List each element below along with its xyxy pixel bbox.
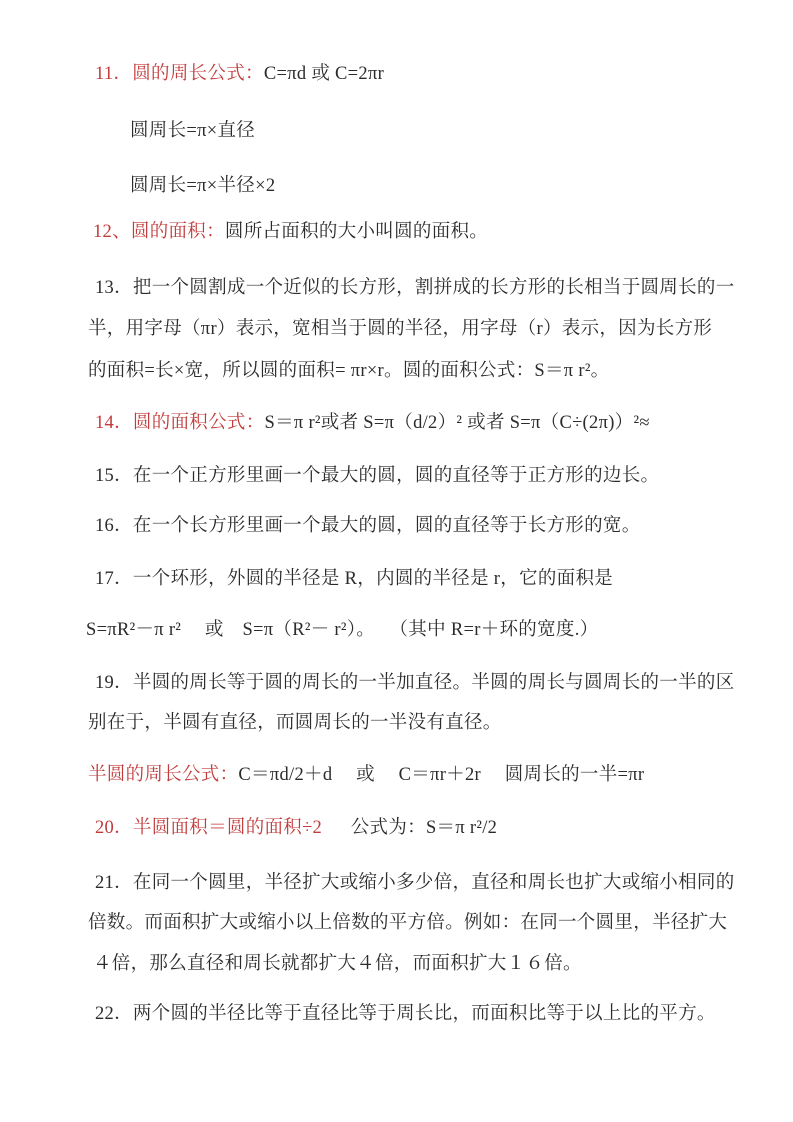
- text-segment: 公式为：S＝π r²/2: [322, 818, 498, 838]
- text-segment: 倍数。而面积扩大或缩小以上倍数的平方倍。例如：在同一个圆里，半径扩大: [88, 913, 728, 933]
- text-segment: 别在于，半圆有直径，而圆周长的一半没有直径。: [88, 713, 502, 733]
- text-line-item-11-formula-2: [130, 173, 275, 199]
- text-segment: C=πd 或 C=2πr: [263, 64, 385, 84]
- text-segment: S=πR²－π r² 或 S=π（R²－ r²）。 （其中 R=r＋环的宽度.）: [86, 620, 599, 640]
- text-segment: 22．两个圆的半径比等于直径比等于周长比，而面积比等于以上比的平方。: [95, 1004, 716, 1024]
- text-line-item-17-line-2: [86, 617, 598, 643]
- text-line-item-22: [95, 1001, 716, 1027]
- text-segment: 圆周长=π×直径: [130, 121, 256, 141]
- text-line-item-16: [95, 513, 641, 539]
- text-segment: 16．在一个长方形里画一个最大的圆，圆的直径等于长方形的宽。: [95, 516, 641, 536]
- highlighted-text-segment: 20．半圆面积＝圆的面积÷2: [95, 818, 323, 838]
- text-line-item-20: [95, 815, 497, 841]
- text-line-item-13-line-3: [88, 358, 609, 384]
- text-segment: 15．在一个正方形里画一个最大的圆，圆的直径等于正方形的边长。: [95, 466, 660, 486]
- highlighted-text-segment: 11．圆的周长公式：: [95, 64, 264, 84]
- text-line-item-13-line-2: [88, 316, 712, 342]
- text-line-item-15: [95, 463, 659, 489]
- text-line-item-19-line-1: [95, 670, 735, 696]
- text-segment: ４倍，那么直径和周长就都扩大４倍，而面积扩大１６倍。: [93, 954, 582, 974]
- text-line-item-14: [95, 410, 650, 436]
- text-segment: 13．把一个圆割成一个近似的长方形，割拼成的长方形的长相当于圆周长的一: [95, 278, 735, 298]
- text-segment: 圆周长=π×半径×2: [130, 176, 276, 196]
- text-line-item-17-line-1: [95, 566, 613, 592]
- text-segment: S＝π r²或者 S=π（d/2）² 或者 S=π（C÷(2π)）²≈: [264, 413, 650, 433]
- text-segment: 半，用字母（πr）表示，宽相当于圆的半径，用字母（r）表示，因为长方形: [88, 319, 713, 339]
- text-line-item-19-line-2: [88, 710, 502, 736]
- text-line-item-12: [93, 219, 488, 245]
- text-segment: 17．一个环形，外圆的半径是 R，内圆的半径是 r，它的面积是: [95, 569, 614, 589]
- text-segment: C＝πd/2＋d 或 C＝πr＋2r 圆周长的一半=πr: [238, 765, 645, 785]
- text-line-semicircle-perimeter-formula: [88, 762, 644, 788]
- highlighted-text-segment: 12、圆的面积：: [93, 222, 225, 242]
- text-segment: 圆所占面积的大小叫圆的面积。: [224, 222, 489, 242]
- text-segment: 21．在同一个圆里，半径扩大或缩小多少倍，直径和周长也扩大或缩小相同的: [95, 873, 735, 893]
- text-line-item-21-line-1: [95, 870, 735, 896]
- text-line-item-11-formula-1: [130, 118, 255, 144]
- highlighted-text-segment: 14．圆的面积公式：: [95, 413, 265, 433]
- text-line-item-13-line-1: [95, 275, 735, 301]
- text-segment: 19．半圆的周长等于圆的周长的一半加直径。半圆的周长与圆周长的一半的区: [95, 673, 735, 693]
- text-segment: 的面积=长×宽，所以圆的面积= πr×r。圆的面积公式：S＝π r²。: [88, 361, 610, 381]
- text-line-item-11-heading: [95, 61, 384, 87]
- highlighted-text-segment: 半圆的周长公式：: [88, 765, 239, 785]
- text-line-item-21-line-3: [93, 951, 582, 977]
- text-line-item-21-line-2: [88, 910, 727, 936]
